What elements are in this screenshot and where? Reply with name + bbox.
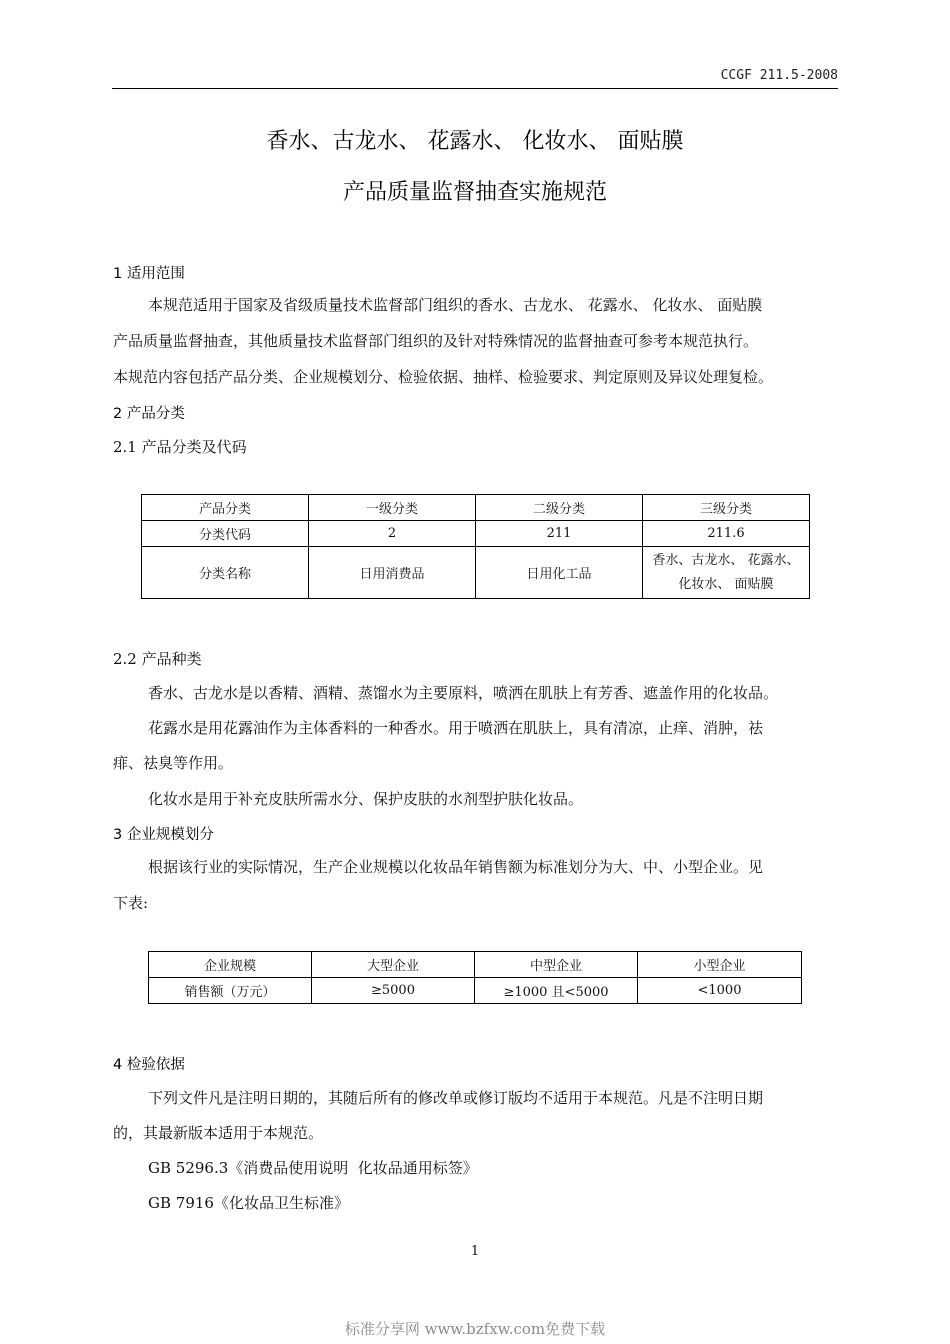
toner-definition: 化妆水是用于补充皮肤所需水分、保护皮肤的水剂型护肤化妆品。 [148, 790, 584, 808]
table-cell: 大型企业 [312, 952, 475, 978]
table-cell: 产品分类 [142, 495, 309, 521]
section-2-2-heading: 2.2 产品种类 [113, 650, 202, 668]
reference-gb-5296-3: GB 5296.3《消费品使用说明 化妆品通用标签》 [148, 1159, 478, 1177]
table-cell: 销售额（万元） [149, 978, 312, 1004]
table-cell: 分类名称 [142, 547, 309, 599]
table-cell [643, 547, 810, 599]
table-row [149, 978, 802, 1004]
section-2-heading: 2 产品分类 [113, 406, 185, 422]
s4-para-line-1: 下列文件凡是注明日期的，其随后所有的修改单或修订版均不适用于本规范。凡是不注明日期 [148, 1089, 764, 1107]
table-cell: ≥1000 且<5000 [475, 978, 638, 1004]
table-cell: <1000 [638, 978, 802, 1004]
title-line-2: 产品质量监督抽查实施规范 [342, 180, 607, 205]
table-cell: 中型企业 [475, 952, 638, 978]
table-header-row [149, 952, 802, 978]
table-header-row [142, 495, 810, 521]
reference-gb-7916: GB 7916《化妆品卫生标准》 [148, 1194, 349, 1212]
s3-para-line-2: 下表: [113, 894, 149, 912]
section-2-1-heading: 2.1 产品分类及代码 [113, 438, 247, 456]
table-cell: 211.6 [643, 521, 810, 547]
table-cell: ≥5000 [312, 978, 475, 1004]
table-cell: 小型企业 [638, 952, 802, 978]
table-cell: 一级分类 [309, 495, 476, 521]
s1-para-line-1: 本规范适用于国家及省级质量技术监督部门组织的香水、古龙水、 花露水、 化妆水、 面贴膜 [148, 296, 763, 314]
floral-water-line-1: 花露水是用花露油作为主体香料的一种香水。用于喷洒在肌肤上，具有清凉，止痒、消肿，祛 [148, 719, 764, 737]
s4-para-line-2: 的，其最新版本适用于本规范。 [113, 1124, 324, 1142]
table-cell: 日用化工品 [476, 547, 643, 599]
title-line-1: 香水、古龙水、 花露水、 化妆水、 面贴膜 [266, 129, 684, 154]
header-rule [112, 88, 838, 89]
perfume-definition: 香水、古龙水是以香精、酒精、蒸馏水为主要原料，喷洒在肌肤上有芳香、遮盖作用的化妆品。 [148, 684, 779, 702]
enterprise-scale-table [148, 951, 802, 1004]
table-cell: 日用消费品 [309, 547, 476, 599]
s3-para-line-1: 根据该行业的实际情况，生产企业规模以化妆品年销售额为标准划分为大、中、小型企业。见 [148, 858, 764, 876]
table-cell: 2 [309, 521, 476, 547]
floral-water-line-2: 痱、祛臭等作用。 [113, 754, 234, 772]
watermark: 标准分享网 www.bzfxw.com免费下载 [344, 1320, 606, 1338]
table-cell: 211 [476, 521, 643, 547]
cell-line: 香水、古龙水、 花露水、 [652, 552, 800, 568]
table-cell: 二级分类 [476, 495, 643, 521]
section-4-heading: 4 检验依据 [113, 1057, 185, 1073]
cell-line: 化妆水、 面贴膜 [678, 576, 774, 592]
table-row [142, 521, 810, 547]
page-number: 1 [470, 1244, 480, 1259]
section-3-heading: 3 企业规模划分 [113, 827, 214, 843]
table-cell: 三级分类 [643, 495, 810, 521]
s1-para-line-2: 产品质量监督抽查，其他质量技术监督部门组织的及针对特殊情况的监督抽查可参考本规范执行。 [113, 332, 759, 350]
table-cell: 企业规模 [149, 952, 312, 978]
table-row [142, 547, 810, 599]
section-1-heading: 1 适用范围 [113, 266, 185, 282]
document-code: CCGF 211.5-2008 [720, 68, 838, 83]
table-cell: 分类代码 [142, 521, 309, 547]
s1-para-line-3: 本规范内容包括产品分类、企业规模划分、检验依据、抽样、检验要求、判定原则及异议处理复检。 [113, 368, 774, 386]
product-classification-table [141, 494, 810, 599]
